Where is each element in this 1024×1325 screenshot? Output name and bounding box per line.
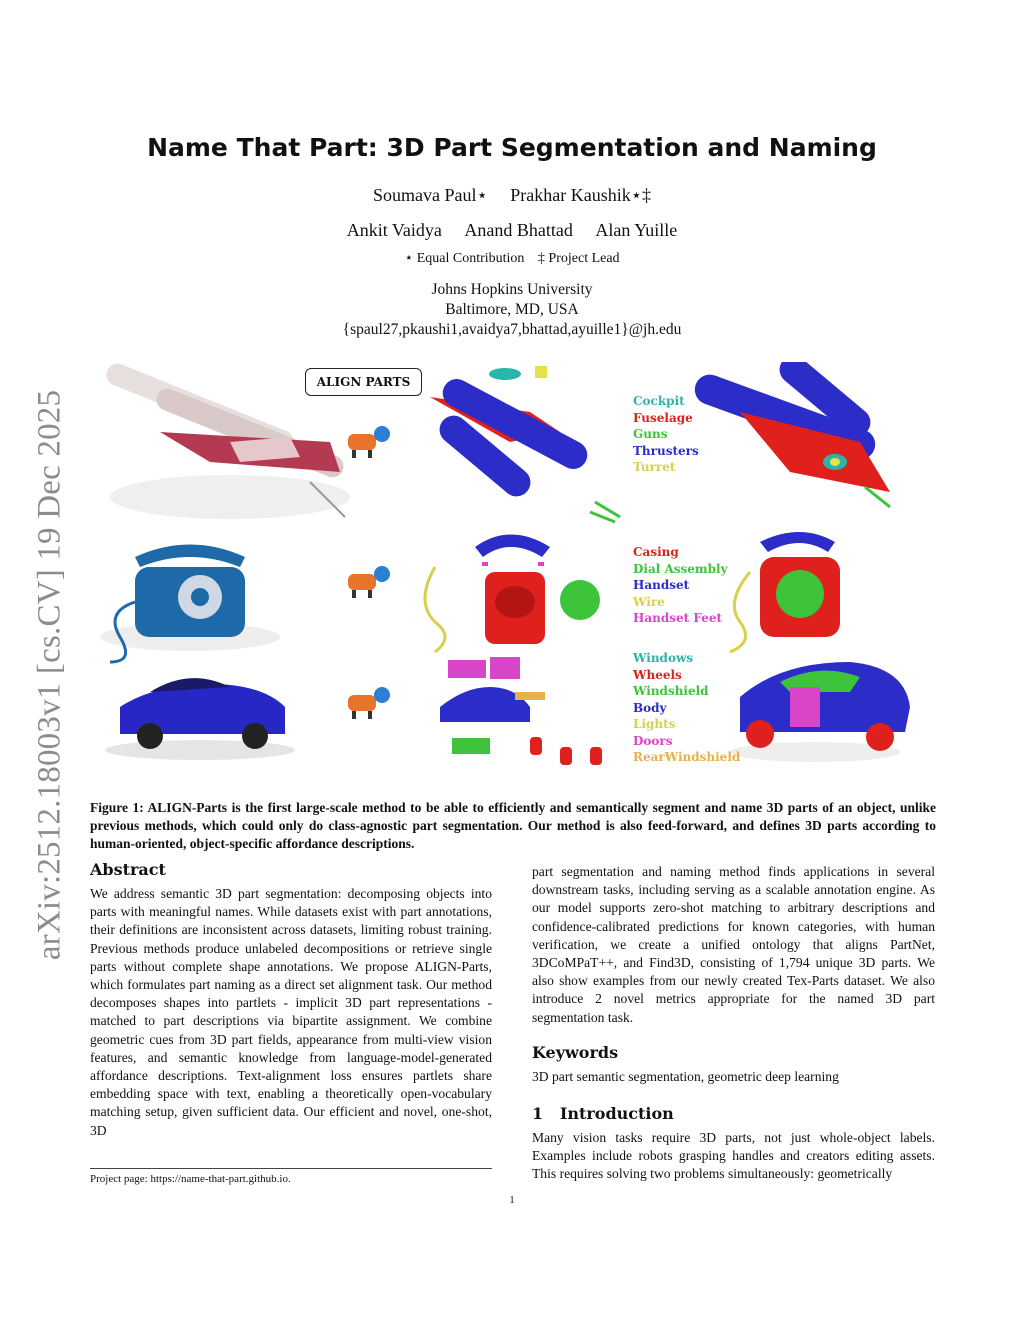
equal-contribution-note: ⋆ Equal Contribution bbox=[404, 251, 525, 266]
paper-title: Name That Part: 3D Part Segmentation and Naming bbox=[147, 133, 877, 162]
page-number: 1 bbox=[509, 1194, 515, 1206]
introduction-text: Many vision tasks require 3D parts, not just whole-object labels. Examples include robots grasping handles and creators editing assets. This requires solving two problems simultaneously: geometrically bbox=[532, 1130, 935, 1182]
author: Prakhar Kaushik⋆‡ bbox=[510, 185, 651, 205]
figure-caption: Figure 1: ALIGN-Parts is the first large-scale method to be able to efficiently and semantically segment and name 3D parts of an object, unlike previous methods, which could only do class-agnostic part segmentation. Our method is also feed-forward, and defines 3D parts according to human-oriented, object-specific affordance descriptions. bbox=[90, 800, 936, 851]
university: Johns Hopkins University bbox=[431, 281, 593, 298]
figure-illustration bbox=[90, 362, 935, 782]
legend-item: Windows bbox=[633, 651, 694, 665]
legend-item: Thrusters bbox=[633, 443, 699, 458]
legend-item: Turret bbox=[633, 460, 676, 474]
abstract-heading: Abstract bbox=[90, 860, 166, 879]
legend-item: Doors bbox=[633, 733, 673, 748]
legend-item: Wheels bbox=[633, 667, 682, 682]
right-column bbox=[532, 863, 935, 1184]
car-legend bbox=[633, 650, 740, 766]
dog-mascot-icon bbox=[348, 687, 390, 719]
legend-item: Windshield bbox=[633, 684, 709, 698]
telephone-segmented-parts bbox=[425, 535, 600, 653]
emails: {spaul27,pkaushi1,avaidya7,bhattad,ayuille1}@jh.edu bbox=[342, 321, 682, 338]
spaceship-segmented-parts bbox=[430, 366, 620, 522]
abstract-continued: part segmentation and naming method finds applications in several downstream tasks, including serving as a scalable annotation engine. As our model supports zero-shot matching to arbitrary descriptions and confidence-calibrated predictions for known categories, with human verification, we create a unified ontology that aligns PartNet, 3DCoMPaT++, and Find3D, consisting of 1,794 unique 3D parts. We also show examples from our newly created Tex-Parts dataset. We also introduce 2 novel metrics appropriate for the named 3D part segmentation task. bbox=[532, 864, 935, 1025]
author: Ankit Vaidya bbox=[346, 220, 442, 240]
legend-item: Casing bbox=[633, 545, 679, 559]
dog-mascot-icon bbox=[348, 566, 390, 598]
legend-item: Guns bbox=[633, 427, 668, 441]
project-page-footnote: Project page: https://name-that-part.github.io. bbox=[90, 1173, 291, 1185]
arxiv-stamp bbox=[30, 385, 70, 965]
spaceship-output bbox=[691, 362, 890, 507]
footnote-rule bbox=[90, 1168, 492, 1169]
author-notes bbox=[0, 250, 1024, 267]
dog-mascot-icon bbox=[348, 426, 390, 458]
author: Anand Bhattad bbox=[464, 220, 573, 240]
keywords-heading: Keywords bbox=[532, 1042, 619, 1062]
legend-item: RearWindshield bbox=[633, 750, 741, 764]
affiliation bbox=[0, 280, 1024, 340]
car-output bbox=[730, 662, 910, 762]
telephone-output bbox=[730, 532, 840, 652]
telephone-legend bbox=[633, 544, 728, 627]
align-parts-label: ALIGN PARTS bbox=[305, 368, 422, 396]
teaser-figure bbox=[90, 362, 935, 782]
abstract-text: We address semantic 3D part segmentation: decomposing objects into parts with meaningful names. While datasets exist with part annotations, their definitions are inconsistent across datasets, limiting robust training. Previous methods produce unlabeled decompositions or retrieve single parts without complete shape annotations. We propose ALIGN-Parts, which formulates part naming as a direct set alignment task. Our method decomposes shapes into partlets - implicit 3D part representations - matched to part descriptions via bipartite assignment. We combine geometric cues from 3D part fields, appearance from multi-view vision features, and semantic knowledge from language-model-generated affordance descriptions. Text-alignment loss ensures partlets share embedding space with text, enabling a theoretically open-vocabulary matching setup, given sufficient data. Our efficient and novel, one-shot, 3D bbox=[90, 886, 492, 1138]
legend-item: Dial Assembly bbox=[633, 561, 728, 576]
legend-item: Lights bbox=[633, 717, 676, 731]
authors-line-2 bbox=[0, 220, 1024, 241]
legend-item: Body bbox=[633, 700, 667, 715]
left-column bbox=[90, 860, 492, 1140]
location: Baltimore, MD, USA bbox=[445, 301, 579, 318]
author: Alan Yuille bbox=[595, 220, 678, 240]
legend-item: Wire bbox=[633, 594, 665, 609]
introduction-heading: 1 Introduction bbox=[532, 1104, 674, 1124]
car-input bbox=[105, 678, 295, 760]
keywords-text: 3D part semantic segmentation, geometric deep learning bbox=[532, 1068, 839, 1084]
car-segmented-parts bbox=[440, 657, 602, 765]
project-lead-note: ‡ Project Lead bbox=[537, 251, 620, 266]
telephone-input bbox=[100, 545, 280, 663]
legend-item: Cockpit bbox=[633, 394, 685, 408]
arxiv-id: arXiv:2512.18003v1 [cs.CV] 19 Dec 2025 bbox=[31, 389, 68, 961]
spaceship-legend bbox=[633, 393, 699, 476]
legend-item: Fuselage bbox=[633, 410, 693, 425]
authors-line-1 bbox=[0, 185, 1024, 206]
legend-item: Handset bbox=[633, 578, 690, 592]
legend-item: Handset Feet bbox=[633, 611, 723, 625]
author: Soumava Paul⋆ bbox=[372, 185, 488, 205]
